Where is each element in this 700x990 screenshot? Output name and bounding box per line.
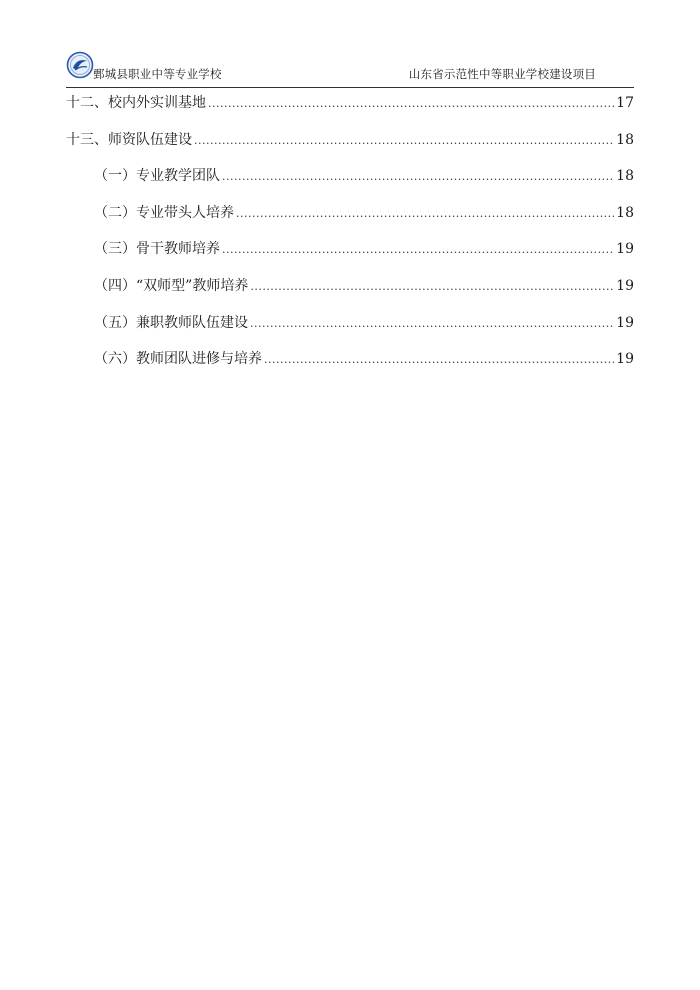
project-name: 山东省示范性中等职业学校建设项目 [408, 67, 596, 81]
toc-leader-dots [194, 134, 614, 147]
toc-entry-title: 十二、校内外实训基地 [66, 95, 206, 111]
toc-leader-dots [222, 243, 614, 256]
toc-entry[interactable] [66, 92, 634, 129]
toc-entry-title: （二）专业带头人培养 [94, 204, 234, 221]
toc-entry-page: 19 [616, 351, 634, 368]
toc-entry-page: 19 [616, 277, 634, 294]
toc-subentry[interactable] [66, 238, 634, 275]
toc-subentry[interactable] [66, 202, 634, 239]
toc-subentry[interactable] [66, 348, 634, 385]
toc-leader-dots [222, 170, 614, 183]
toc-leader-dots [250, 317, 614, 330]
school-logo-icon [66, 51, 94, 79]
toc-entry-page: 18 [616, 168, 634, 185]
toc-leader-dots [236, 207, 614, 220]
page-header [66, 50, 634, 88]
toc-entry-page: 18 [616, 131, 634, 148]
toc-entry-page: 18 [616, 204, 634, 221]
toc-leader-dots [250, 280, 614, 293]
toc-entry-page: 19 [616, 314, 634, 331]
toc-subentry[interactable] [66, 165, 634, 202]
toc-entry-page: 17 [616, 95, 634, 111]
toc-entry-title: （五）兼职教师队伍建设 [94, 314, 248, 331]
toc-subentry[interactable] [66, 275, 634, 312]
toc-subentry[interactable] [66, 312, 634, 349]
toc-entry-page: 19 [616, 241, 634, 258]
table-of-contents [66, 92, 634, 385]
toc-leader-dots [264, 353, 614, 366]
toc-entry-title: （一）专业教学团队 [94, 168, 220, 185]
toc-entry-title: （三）骨干教师培养 [94, 241, 220, 258]
toc-entry-title: （四）“双师型”教师培养 [94, 277, 249, 294]
toc-entry-title: 十三、师资队伍建设 [66, 131, 192, 148]
toc-entry[interactable] [66, 129, 634, 166]
header-divider [66, 87, 634, 88]
school-name: 鄄城县职业中等专业学校 [93, 67, 222, 81]
toc-leader-dots [208, 97, 614, 110]
toc-entry-title: （六）教师团队进修与培养 [94, 351, 262, 368]
